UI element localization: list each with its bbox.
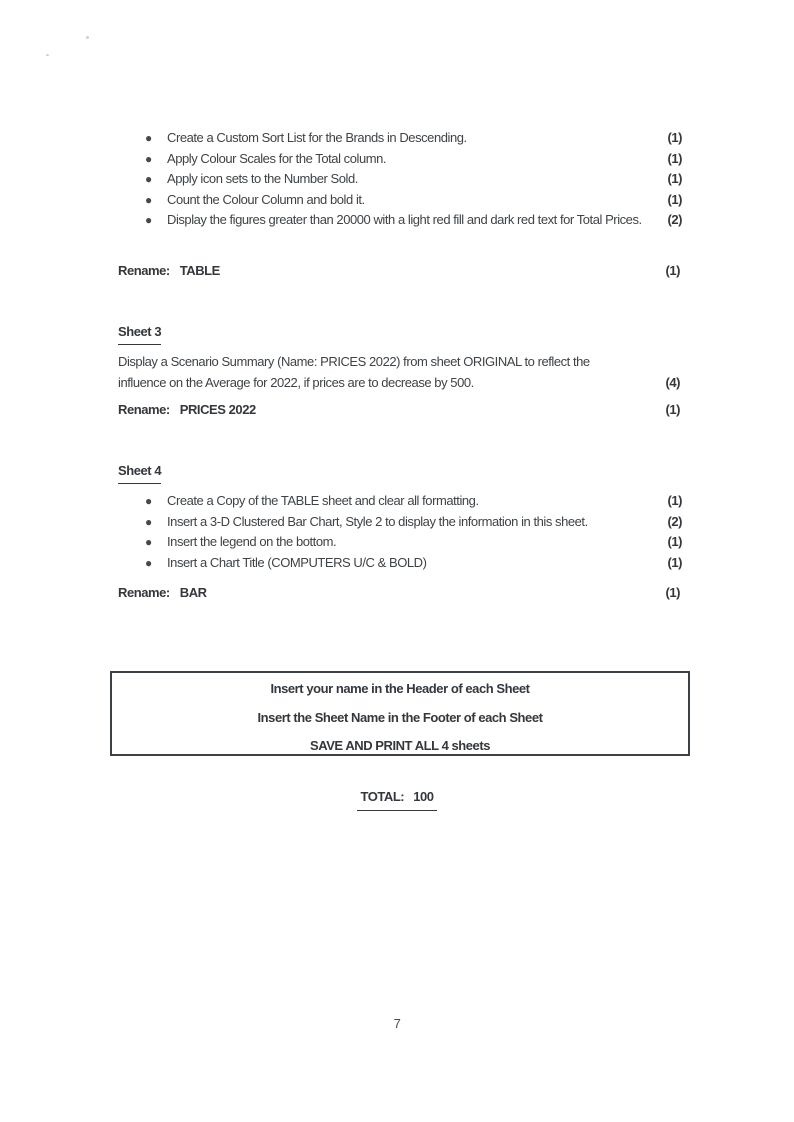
sheet4-bullet-list — [145, 491, 682, 573]
marks-value: (1) — [667, 554, 682, 570]
bullet-item — [145, 149, 682, 170]
instruction-line: Insert the Sheet Name in the Footer of each Sheet — [257, 709, 543, 725]
bullet-text: Apply icon sets to the Number Sold. — [167, 171, 358, 187]
rename-line-table — [118, 261, 680, 282]
instruction-line: Insert your name in the Header of each Sheet — [270, 681, 530, 696]
marks-value: (4) — [665, 374, 680, 390]
rename-value: TABLE — [179, 263, 220, 278]
rename-label: Rename: — [118, 585, 170, 600]
bullet-item — [145, 128, 682, 149]
bullet-icon: ● — [145, 494, 152, 508]
bullet-text: Insert the legend on the bottom. — [167, 534, 337, 550]
marks-value: (1) — [667, 534, 682, 550]
sheet4-heading: Sheet 4 — [118, 461, 161, 484]
bullet-icon: ● — [145, 172, 152, 187]
bullet-text: Apply Colour Scales for the Total column. — [167, 150, 387, 166]
bullet-item — [145, 512, 682, 533]
marks-value: (1) — [665, 263, 680, 278]
total-label: TOTAL: — [360, 789, 405, 804]
sheet3-heading: Sheet 3 — [118, 322, 161, 345]
bullet-item — [145, 553, 682, 574]
marks-value: (2) — [667, 513, 682, 529]
rename-line-prices — [118, 400, 680, 421]
marks-value: (1) — [665, 402, 680, 417]
bullet-icon: ● — [145, 535, 152, 550]
bullet-icon: ● — [145, 514, 152, 529]
sheet3-instruction — [118, 352, 680, 393]
bullet-item — [145, 169, 682, 190]
bullet-text: Create a Copy of the TABLE sheet and clear all formatting. — [167, 493, 479, 508]
bullet-text: Count the Colour Column and bold it. — [167, 191, 365, 207]
marks-value: (2) — [667, 212, 682, 228]
scan-speck — [46, 54, 49, 56]
marks-value: (1) — [667, 191, 682, 207]
total-value: 100 — [413, 789, 434, 804]
rename-value: BAR — [179, 585, 207, 600]
rename-value: PRICES 2022 — [179, 402, 256, 417]
instruction-line: SAVE AND PRINT ALL 4 sheets — [310, 738, 490, 753]
total-marks — [0, 787, 794, 811]
bullet-icon: ● — [145, 213, 152, 228]
bullet-icon: ● — [145, 555, 152, 570]
rename-label: Rename: — [118, 263, 170, 278]
sheet2-bullet-list — [145, 128, 682, 231]
marks-value: (1) — [667, 150, 682, 166]
rename-line-bar — [118, 583, 680, 604]
bullet-text: Create a Custom Sort List for the Brands in Descending. — [167, 130, 467, 145]
bullet-text: Insert a 3-D Clustered Bar Chart, Style 2 to display the information in this sheet. — [167, 513, 588, 529]
bullet-icon: ● — [145, 131, 152, 145]
bullet-item — [145, 491, 682, 512]
marks-value: (1) — [667, 493, 682, 508]
bullet-icon: ● — [145, 192, 152, 207]
marks-value: (1) — [667, 130, 682, 145]
marks-value: (1) — [667, 171, 682, 187]
marks-value: (1) — [665, 585, 680, 600]
scan-speck — [86, 36, 89, 39]
bullet-text: Insert a Chart Title (COMPUTERS U/C & BOLD) — [167, 554, 427, 570]
bullet-item — [145, 210, 682, 231]
bullet-item — [145, 532, 682, 553]
bullet-text: Display the figures greater than 20000 with a light red fill and dark red text for Total Prices. — [167, 212, 642, 228]
page-number: 7 — [393, 1016, 401, 1031]
instructions-box — [110, 671, 690, 756]
instruction-text: Display a Scenario Summary (Name: PRICES 2022) from sheet ORIGINAL to reflect the influence on the Average for 2022, if prices are to decrease by 500. — [118, 354, 590, 390]
bullet-icon: ● — [145, 151, 152, 166]
rename-label: Rename: — [118, 402, 170, 417]
bullet-item — [145, 190, 682, 211]
